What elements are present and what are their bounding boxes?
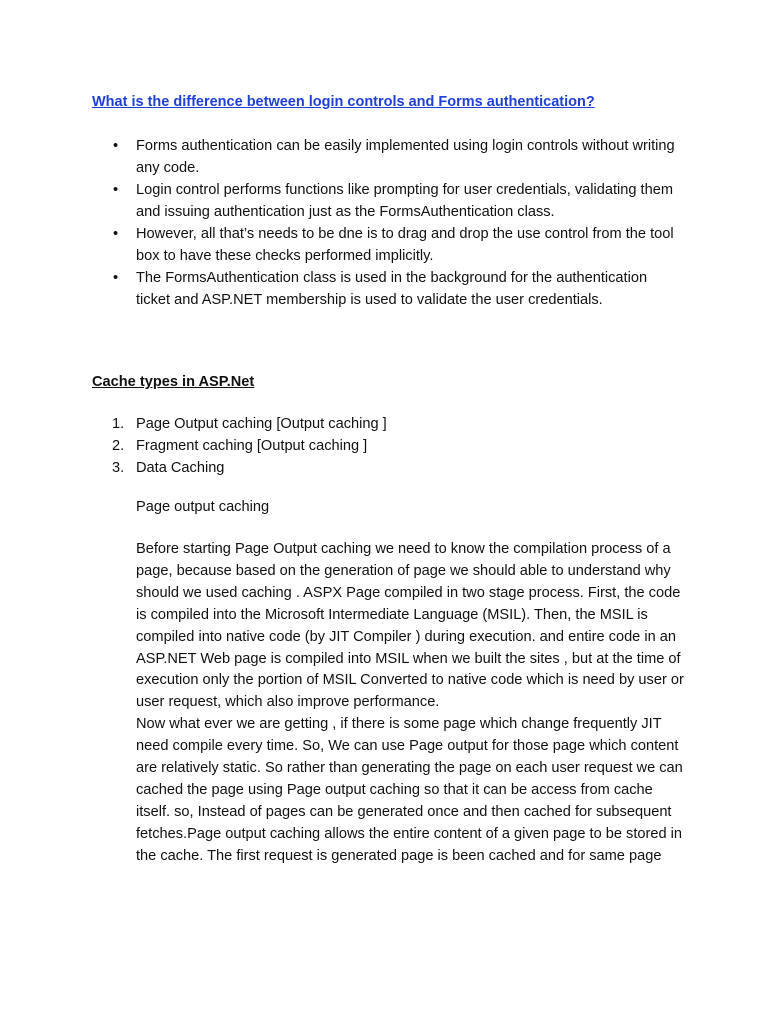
list-number: 2.	[112, 438, 125, 454]
cache-type-item	[112, 413, 672, 435]
document-title: What is the difference between login controls and Forms authentication?	[92, 94, 595, 110]
cache-type-item	[112, 457, 672, 479]
paragraph: Before starting Page Output caching we need to know the compilation process of a page, because based on the generation of page we should able to understand why should we used caching . ASPX Page compiled in two stage process. First, the code is compiled into the Microsoft Intermediate Language (MSIL). Then, the MSIL is compiled into native code (by JIT Compiler ) during execution. and entire code in an ASP.NET Web page is compiled into MSIL when we built the sites , but at the time of execution only the portion of MSIL Converted to native code which is need by user or user request, which also improve performance.	[136, 541, 684, 711]
subheading-page-output-caching: Page output caching	[136, 499, 270, 515]
section-heading-cache-types: Cache types in ASP.Net	[92, 374, 255, 390]
paragraph: Now what ever we are getting , if there is some page which change frequently JIT need compile every time. So, We can use Page output for those page which content are relatively static. So rather than generating the page on each user request we can cached the page using Page output caching so that it can be access from cache itself. so, Instead of pages can be generated once and then cached for subsequent fetches.Page output caching allows the entire content of a given page to be stored in the cache. The first request is generated page is been cached and for same page	[136, 716, 683, 864]
cache-type-item	[112, 435, 672, 457]
bullet-item: • Login control performs functions like prompting for user credentials, validating them and issuing authentication just as the FormsAuthentication class.	[112, 179, 682, 223]
cache-type-label: Fragment caching [Output caching ]	[136, 438, 368, 454]
list-number: 1.	[112, 416, 125, 432]
bullet-item: • However, all that’s needs to be dne is to drag and drop the use control from the tool box to have these checks performed implicitly.	[112, 223, 682, 267]
list-number: 3.	[112, 460, 125, 476]
bullet-list	[112, 135, 682, 311]
cache-type-label: Data Caching	[136, 460, 225, 476]
bullet-item: • The FormsAuthentication class is used in the background for the authentication ticket and ASP.NET membership is used to validate the user credentials.	[112, 267, 682, 311]
body-text	[136, 539, 686, 868]
bullet-item: • Forms authentication can be easily implemented using login controls without writing any code.	[112, 135, 682, 179]
cache-type-label: Page Output caching [Output caching ]	[136, 416, 387, 432]
cache-types-list	[112, 413, 672, 479]
